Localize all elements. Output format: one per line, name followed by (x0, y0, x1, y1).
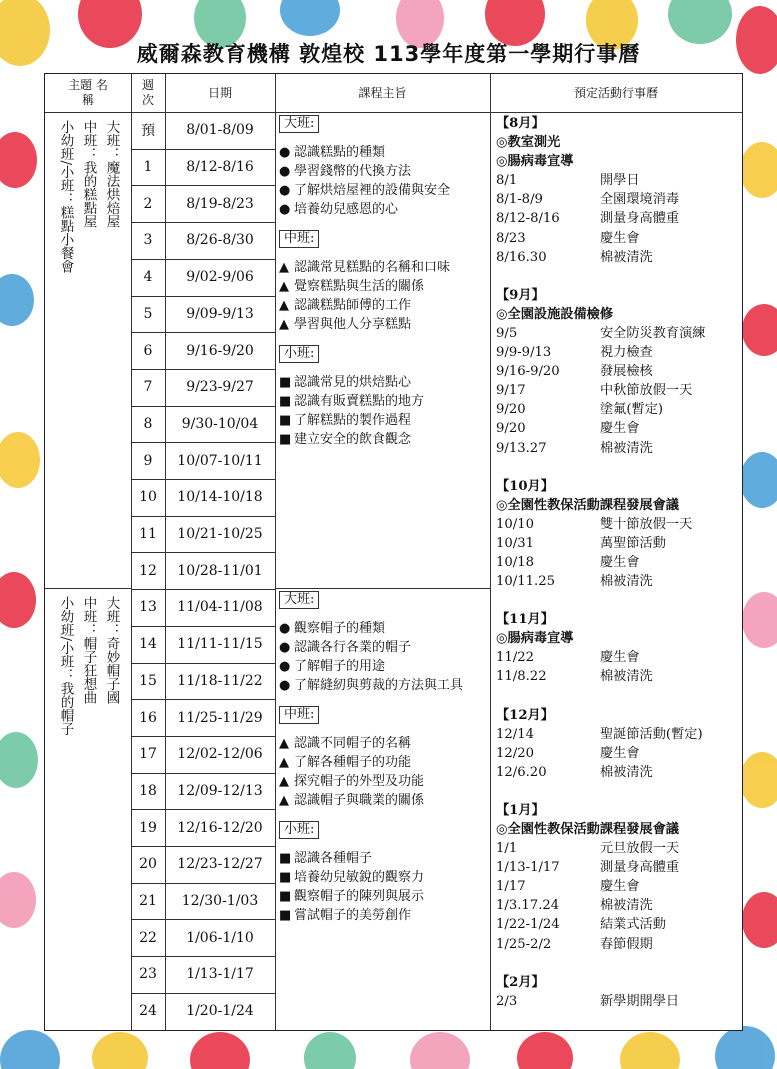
course-objective: ● 了解縫紉與剪裁的方法與工具 (279, 678, 464, 693)
event-month: 【2月】 (496, 974, 545, 990)
week-number: 23 (139, 966, 157, 983)
course-objective: ● 認識糕點的種類 (279, 145, 386, 160)
event-row: 9/17 中秋節放假一天 (496, 383, 693, 399)
theme-1-large-class: 大班：魔法烘焙屋 (103, 120, 120, 228)
course-objective: ▲ 了解各種帽子的功能 (279, 755, 412, 770)
week-date: 11/18-11/22 (177, 672, 263, 689)
event-row: 12/14 聖誕節活動(暫定) (496, 726, 703, 742)
header-theme: 主題 名稱 (68, 78, 108, 107)
event-row: 1/13-1/17 測量身高體重 (496, 860, 680, 876)
course-objective: ■ 嘗試帽子的美勞創作 (279, 908, 412, 923)
event-row: 10/31 萬聖節活動 (496, 535, 666, 551)
week-date: 9/02-9/06 (186, 269, 254, 286)
calendar-table (44, 73, 743, 1031)
event-row: 9/20 塗氟(暫定) (496, 402, 664, 418)
course-block-2 (279, 590, 487, 925)
week-date: 12/09-12/13 (177, 782, 263, 799)
course-objective: ● 觀察帽子的種類 (279, 621, 386, 636)
event-row: 9/9-9/13 視力檢查 (496, 345, 653, 361)
course-block-1 (279, 114, 487, 449)
header-course: 課程主旨 (358, 85, 407, 100)
week-date: 12/16-12/20 (177, 819, 263, 836)
course-objective: ■ 了解糕點的製作過程 (279, 413, 412, 428)
class-level-label: 大班: (279, 115, 319, 133)
week-number: 1 (143, 159, 153, 176)
week-number: 13 (139, 599, 157, 616)
header-events: 預定活動行事曆 (573, 85, 658, 100)
course-objective: ● 學習錢幣的代換方法 (279, 164, 412, 179)
week-number: 12 (139, 562, 157, 579)
event-month: 【9月】 (496, 287, 545, 303)
event-row: 10/18 慶生會 (496, 554, 640, 570)
week-date: 12/30-1/03 (181, 893, 259, 910)
header-week: 週次 (141, 78, 154, 107)
course-objective: ▲ 認識不同帽子的名稱 (279, 736, 412, 751)
week-date: 11/04-11/08 (177, 599, 263, 616)
event-row: 9/13.27 棉被清洗 (496, 440, 653, 456)
event-row: 10/11.25 棉被清洗 (496, 574, 653, 590)
event-row: 11/8.22 棉被清洗 (496, 669, 653, 685)
theme-2-middle-class: 中班：帽子狂想曲 (80, 596, 97, 704)
event-highlight: ◎教室測光 (496, 135, 561, 151)
course-objective: ● 培養幼兒感恩的心 (279, 202, 399, 217)
event-row: 11/22 慶生會 (496, 650, 640, 666)
event-highlight: ◎腸病毒宣導 (496, 631, 574, 647)
week-number: 7 (143, 379, 153, 396)
event-row: 1/1 元旦放假一天 (496, 841, 680, 857)
course-objective: ▲ 探究帽子的外型及功能 (279, 774, 425, 789)
event-row: 1/25-2/2 春節假期 (496, 936, 653, 952)
week-date: 8/19-8/23 (186, 195, 254, 212)
course-objective: ▲ 認識常見糕點的名稱和口味 (279, 260, 451, 275)
event-highlight: ◎全園設施設備檢修 (496, 306, 614, 322)
week-number: 17 (139, 746, 157, 763)
week-number: 8 (143, 415, 153, 432)
theme-1-small-class: 小幼班/小班：糕點小餐會 (57, 120, 74, 274)
theme-2-small-class: 小幼班/小班：我的帽子 (57, 596, 74, 736)
week-date: 8/12-8/16 (186, 159, 254, 176)
week-date: 10/07-10/11 (177, 452, 263, 469)
week-date: 10/28-11/01 (177, 562, 263, 579)
week-date: 1/13-1/17 (186, 966, 254, 983)
event-highlight: ◎全園性教保活動課程發展會議 (496, 822, 679, 837)
event-month: 【10月】 (496, 478, 554, 494)
course-objective: ▲ 覺察糕點與生活的關係 (279, 279, 425, 294)
class-level-label: 小班: (279, 821, 319, 839)
week-number: 3 (143, 232, 153, 249)
course-objective: ▲ 認識帽子與職業的關係 (279, 793, 425, 808)
class-level-label: 小班: (279, 345, 319, 363)
theme-block-1 (45, 120, 131, 550)
class-level-label: 中班: (279, 230, 319, 248)
course-objective: ■ 認識常見的烘焙點心 (279, 375, 412, 390)
course-objective: ■ 認識有販賣糕點的地方 (279, 394, 425, 409)
event-row: 8/12-8/16 測量身高體重 (496, 211, 680, 227)
week-date: 11/25-11/29 (177, 709, 263, 726)
header-date: 日期 (207, 85, 232, 100)
class-level-label: 大班: (279, 591, 319, 609)
event-row: 1/17 慶生會 (496, 879, 640, 895)
event-row: 8/1 開學日 (496, 173, 640, 189)
theme-1-middle-class: 中班：我的糕點屋 (80, 120, 97, 228)
week-date: 9/30-10/04 (181, 415, 259, 432)
week-number: 22 (139, 929, 157, 946)
event-row: 9/5 安全防災教育演練 (496, 325, 706, 341)
week-number: 14 (139, 636, 157, 653)
event-row: 8/16.30 棉被清洗 (496, 249, 653, 265)
course-objective: ▲ 認識糕點師傅的工作 (279, 298, 412, 313)
event-row: 9/16-9/20 發展檢核 (496, 364, 653, 380)
week-date: 1/06-1/10 (186, 929, 254, 946)
course-objective: ■ 認識各種帽子 (279, 851, 373, 866)
events-list (496, 114, 736, 1011)
week-number: 6 (143, 342, 153, 359)
week-date: 9/09-9/13 (186, 305, 254, 322)
week-number: 4 (143, 269, 153, 286)
week-number: 預 (141, 123, 155, 140)
week-number: 20 (139, 856, 157, 873)
class-level-label: 中班: (279, 706, 319, 724)
week-number: 15 (139, 672, 157, 689)
course-objective: ● 認識各行各業的帽子 (279, 640, 412, 655)
event-month: 【12月】 (496, 707, 554, 723)
week-number: 16 (139, 709, 157, 726)
week-date: 9/23-9/27 (186, 379, 254, 396)
course-objective: ■ 建立安全的飲食觀念 (279, 432, 412, 447)
week-date: 12/02-12/06 (177, 746, 263, 763)
event-row: 1/22-1/24 結業式活動 (496, 917, 666, 933)
week-date: 9/16-9/20 (186, 342, 254, 359)
course-objective: ● 了解烘焙屋裡的設備與安全 (279, 183, 451, 198)
week-date: 8/26-8/30 (186, 232, 254, 249)
course-objective: ● 了解帽子的用途 (279, 659, 386, 674)
week-number: 5 (143, 305, 153, 322)
week-date: 10/21-10/25 (177, 526, 263, 543)
week-number: 11 (139, 526, 157, 543)
event-month: 【1月】 (496, 802, 545, 818)
event-row: 2/3 新學期開學日 (496, 993, 680, 1009)
week-date: 11/11-11/15 (177, 636, 263, 653)
event-highlight: ◎腸病毒宣導 (496, 154, 574, 170)
week-number: 19 (139, 819, 157, 836)
course-objective: ■ 觀察帽子的陳列與展示 (279, 889, 425, 904)
week-date: 10/14-10/18 (177, 489, 263, 506)
event-highlight: ◎全園性教保活動課程發展會議 (496, 497, 679, 513)
event-row: 12/20 慶生會 (496, 745, 640, 761)
week-number: 24 (139, 1003, 157, 1020)
event-row: 1/3.17.24 棉被清洗 (496, 898, 653, 914)
week-number: 21 (139, 893, 157, 910)
theme-2-large-class: 大班：奇妙帽子國 (103, 596, 120, 704)
event-row: 8/1-8/9 全園環境消毒 (496, 192, 680, 208)
week-date: 12/23-12/27 (177, 856, 263, 873)
event-row: 8/23 慶生會 (496, 230, 640, 246)
course-objective: ▲ 學習與他人分享糕點 (279, 317, 412, 332)
week-number: 9 (143, 452, 153, 469)
week-date: 1/20-1/24 (186, 1003, 254, 1020)
theme-block-2 (45, 596, 131, 1016)
week-number: 2 (143, 195, 153, 212)
week-date: 8/01-8/09 (186, 122, 254, 139)
event-row: 9/20 慶生會 (496, 421, 640, 437)
event-month: 【8月】 (496, 116, 545, 131)
course-objective: ■ 培養幼兒敏銳的觀察力 (279, 870, 425, 885)
event-month: 【11月】 (496, 612, 554, 628)
page-title: 威爾森教育機構 敦煌校 113學年度第一學期行事曆 (136, 42, 641, 66)
event-row: 12/6.20 棉被清洗 (496, 764, 653, 780)
week-number: 10 (139, 489, 157, 506)
week-number: 18 (139, 782, 157, 799)
event-row: 10/10 雙十節放假一天 (496, 516, 693, 532)
